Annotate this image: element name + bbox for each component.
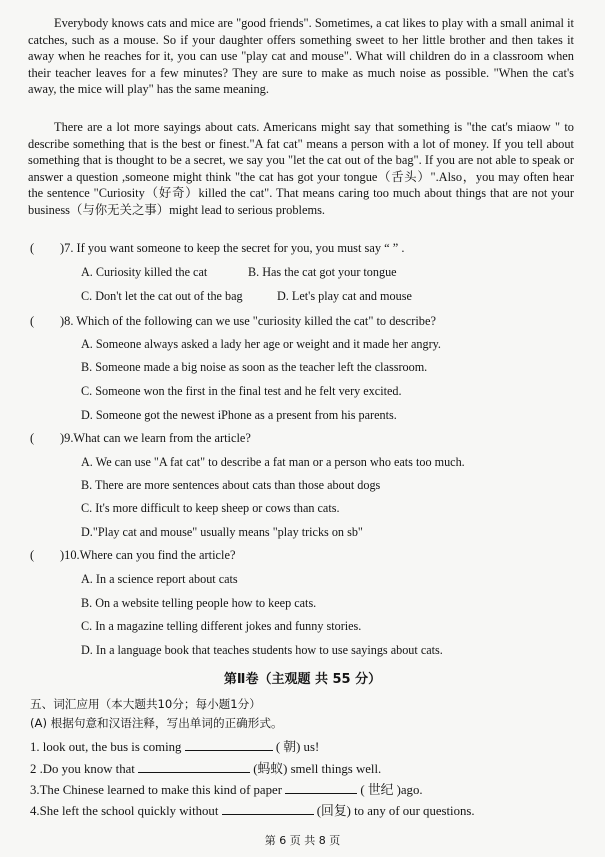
question-stem: )8. Which of the following can we use "curiosity killed the cat" to describe? [60, 314, 436, 328]
option-9c: C. It's more difficult to keep sheep or cows than cats. [81, 501, 340, 515]
fill-text: 3.The Chinese learned to make this kind of paper [30, 783, 282, 797]
question-stem: )9.What can we learn from the article? [60, 431, 251, 445]
passage-paragraph-1: Everybody knows cats and mice are "good friends". Sometimes, a cat likes to play with a small animal it catches, such as a mouse. So if your daughter offers something sweet to her little brother and then takes it away when he reaches for it, you can use "play cat and mouse". What will children do in a classroom when their teacher leaves for a few minutes? They are sure to make as much noise as possible. "When the cat's away, the mice will play" has the same meaning. [28, 16, 574, 97]
option-7d: D. Let's play cat and mouse [277, 289, 412, 303]
option-7a: A. Curiosity killed the cat [81, 265, 208, 279]
option-10c: C. In a magazine telling different jokes and funny stories. [81, 619, 362, 633]
option-7b: B. Has the cat got your tongue [248, 265, 397, 279]
answer-blank[interactable] [222, 802, 314, 815]
option-8a: A. Someone always asked a lady her age or weight and it made her angry. [81, 337, 441, 351]
answer-bracket[interactable]: ( [30, 314, 35, 328]
question-stem: )7. If you want someone to keep the secret for you, you must say “ ” . [60, 241, 405, 255]
question-9 [30, 430, 251, 446]
fill-text: 2 .Do you know that [30, 762, 135, 776]
part-instruction: (A) 根据句意和汉语注释，写出单词的正确形式。 [30, 716, 283, 730]
option-10d: D. In a language book that teaches students how to use sayings about cats. [81, 643, 443, 657]
fill-item-1 [30, 738, 319, 755]
question-8 [30, 313, 436, 329]
fill-hint: (回复) to any of our questions. [316, 804, 475, 818]
page-number: 第 6 页 共 8 页 [264, 834, 341, 847]
answer-bracket[interactable]: ( [30, 431, 35, 445]
option-7c: C. Don't let the cat out of the bag [81, 289, 243, 303]
fill-hint: ( 朝) us! [275, 740, 320, 754]
fill-item-4 [30, 802, 475, 819]
option-8d: D. Someone got the newest iPhone as a present from his parents. [81, 408, 397, 422]
fill-hint: (蚂蚁) smell things well. [253, 762, 382, 776]
answer-bracket[interactable]: ( [30, 548, 35, 562]
option-9d: D."Play cat and mouse" usually means "play tricks on sb" [81, 525, 363, 539]
option-8b: B. Someone made a big noise as soon as the teacher left the classroom. [81, 360, 428, 374]
option-9a: A. We can use "A fat cat" to describe a fat man or a person who eats too much. [81, 455, 465, 469]
answer-bracket[interactable]: ( [30, 241, 35, 255]
answer-blank[interactable] [138, 760, 250, 773]
question-stem: )10.Where can you find the article? [60, 548, 236, 562]
section-title: 第Ⅱ卷（主观题 共 55 分） [223, 672, 382, 687]
fill-text: 1. look out, the bus is coming [30, 740, 182, 754]
passage-paragraph-2: There are a lot more sayings about cats. Americans might say that something is "the cat's miaow " to describe something that is the best or finest."A fat cat" means a person with a lot of money. If you tell about something that is thought to be a secret, we say you "let the cat out of the bag". If you are not able to speak or answer a question ,someone might think "the cat has got your tongue（舌头）".Also，you may often hear the sentence "Curiosity（好奇）killed the cat". That means caring too much about things that are not your business（与你无关之事）might lead to serious problems. [28, 120, 574, 217]
question-10 [30, 547, 235, 563]
option-10a: A. In a science report about cats [81, 572, 238, 586]
option-10b: B. On a website telling people how to keep cats. [81, 596, 317, 610]
fill-hint: ( 世纪 )ago. [360, 783, 423, 797]
question-7 [30, 240, 404, 256]
answer-blank[interactable] [185, 738, 273, 751]
option-9b: B. There are more sentences about cats than those about dogs [81, 478, 381, 492]
option-8c: C. Someone won the first in the final test and he felt very excited. [81, 384, 402, 398]
fill-item-2 [30, 760, 381, 777]
part-heading: 五、词汇应用（本大题共10分；每小题1分） [30, 697, 261, 711]
answer-blank[interactable] [285, 781, 357, 794]
fill-text: 4.She left the school quickly without [30, 804, 219, 818]
fill-item-3 [30, 781, 423, 798]
